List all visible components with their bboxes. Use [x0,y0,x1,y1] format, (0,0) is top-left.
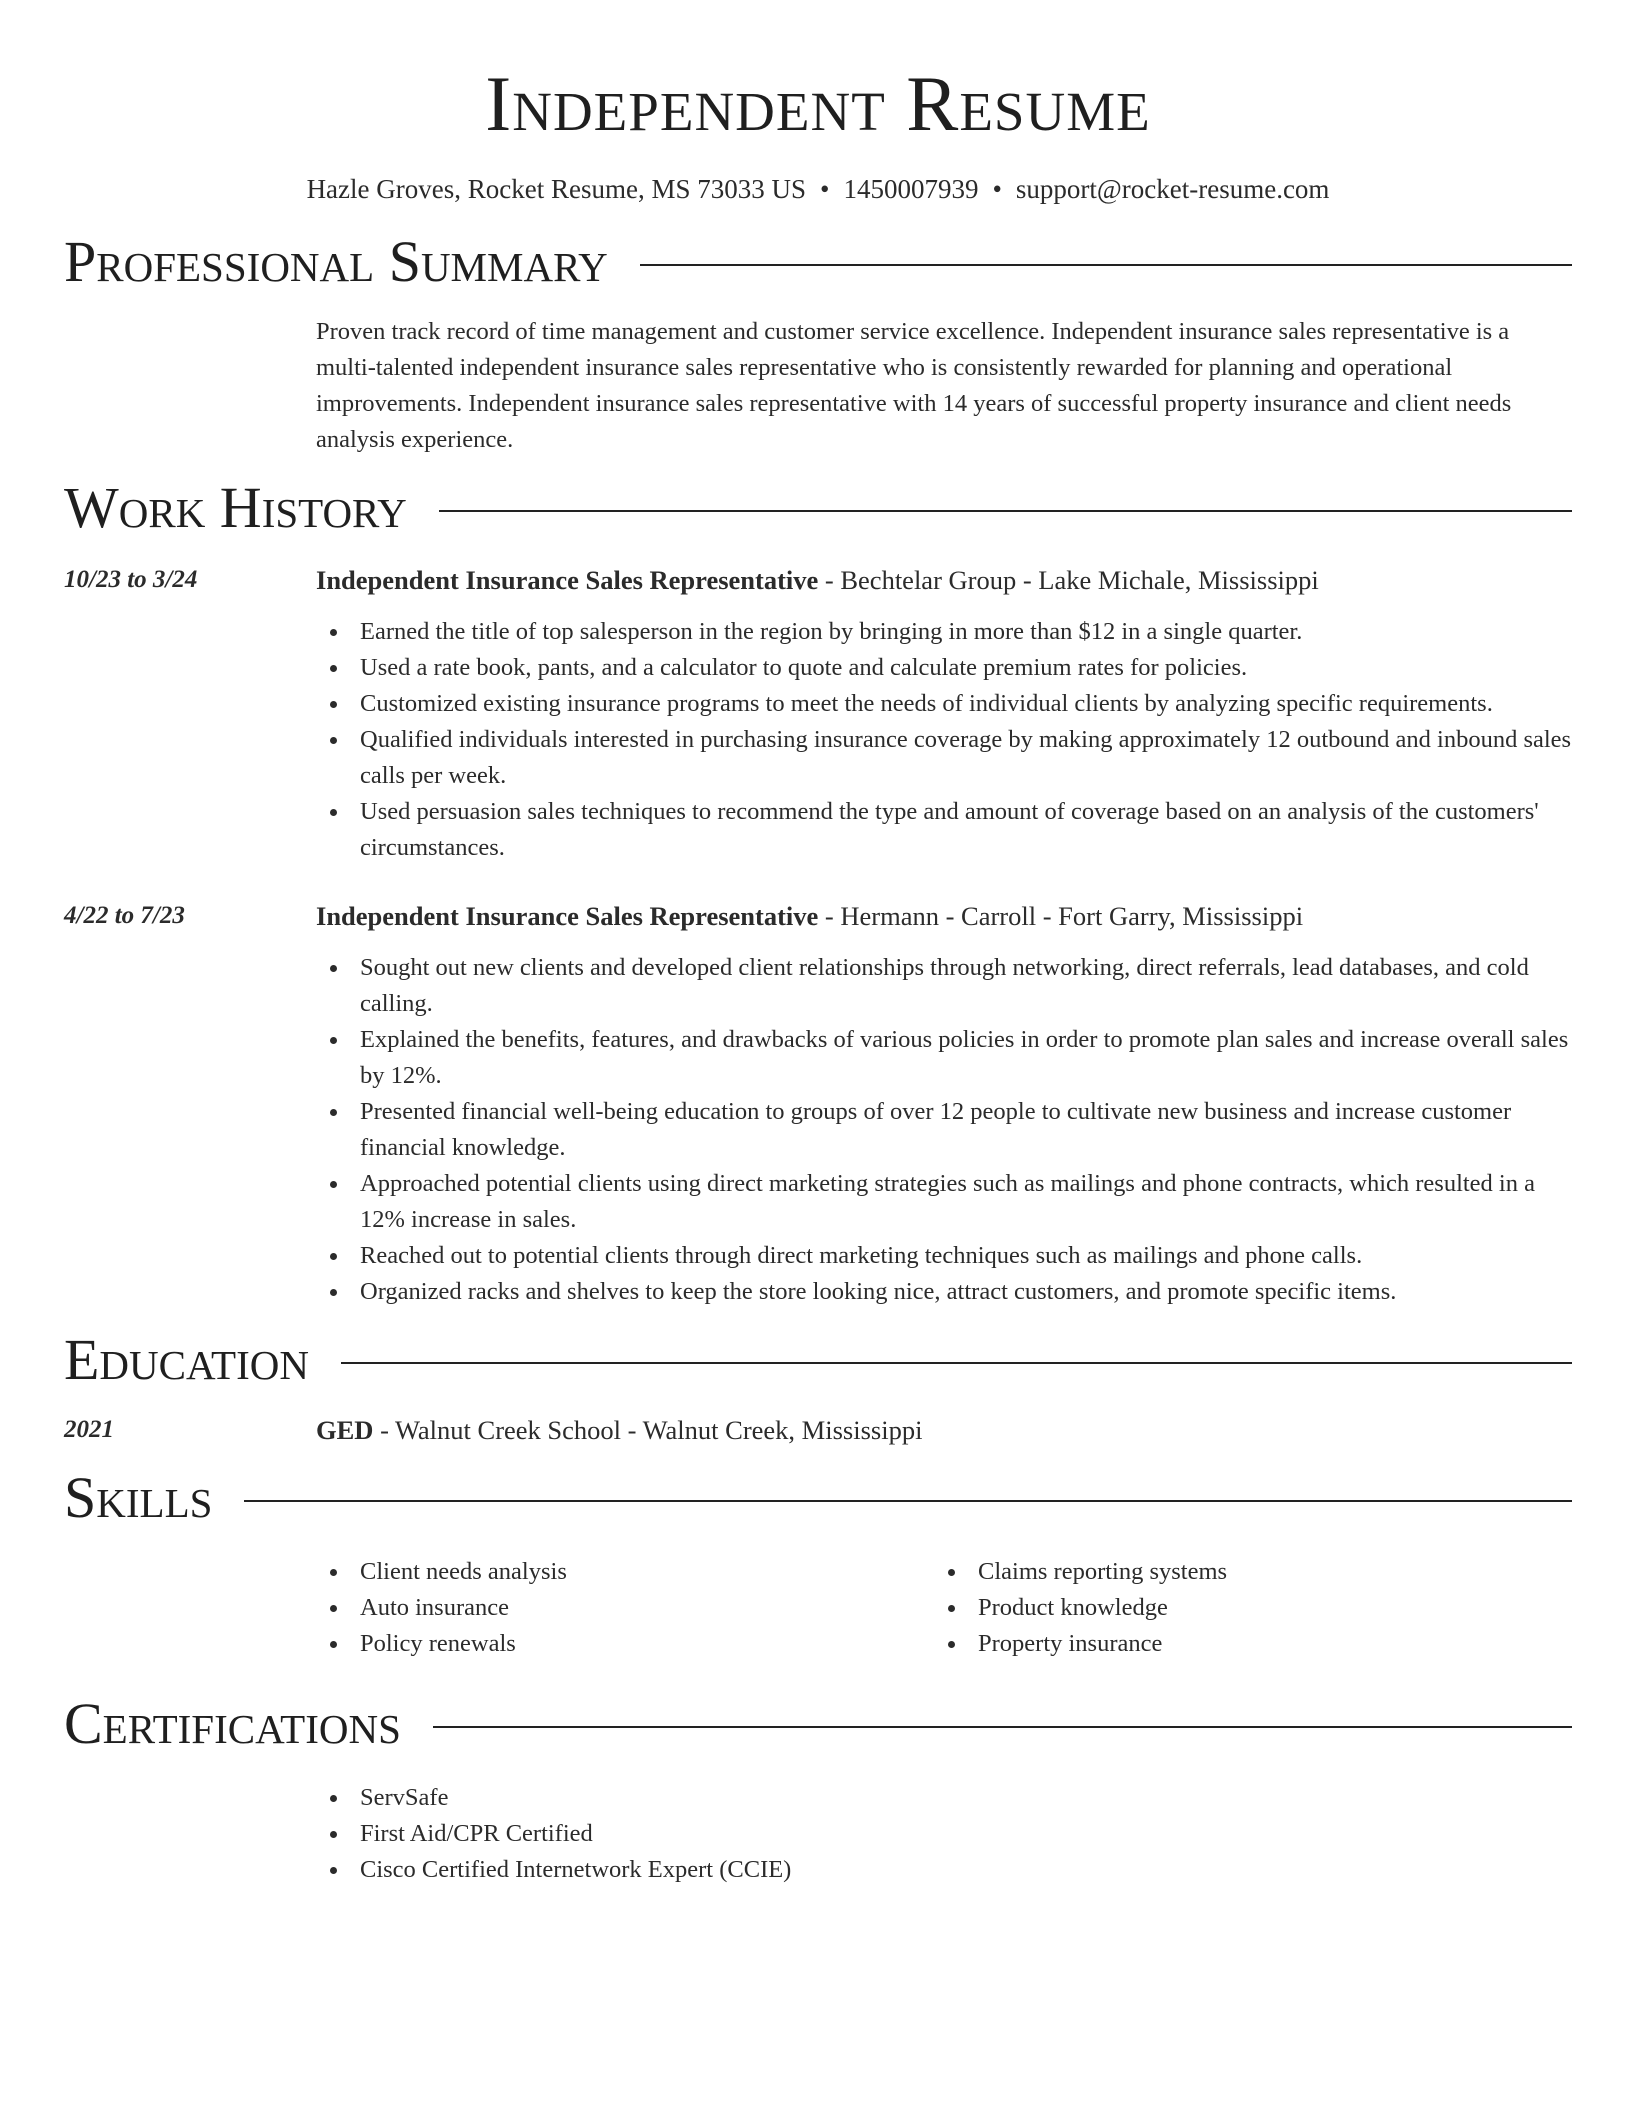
skills-column-left [316,1554,934,1662]
education-heading-line [316,1412,1572,1448]
skill-text: Property insurance [978,1630,1163,1657]
skills-section [64,1466,1572,1662]
job-details: - Bechtelar Group - Lake Michale, Mississippi [818,565,1319,595]
bullet-text: Used persuasion sales techniques to recommend the type and amount of coverage based on an analysis of the customers' circumstances. [360,798,1539,861]
bullet-dot [330,1867,337,1874]
certifications-list [316,1780,1572,1888]
bullet-dot [330,737,337,744]
skill-text: Policy renewals [360,1630,516,1657]
bullet-dot [948,1605,955,1612]
list-item [316,794,1572,866]
list-item [934,1590,1552,1626]
bullet-dot [330,665,337,672]
list-item [316,614,1572,650]
certification-text: ServSafe [360,1784,449,1811]
job-dates: 10/23 to 3/24 [64,566,198,593]
summary-text: Proven track record of time management and customer service excellence. Independent insurance sales representative is a multi-talented independent insurance sales representative who is consistently rewarded for planning and operational improvements. Independent insurance sales representative with 14 years of successful property insurance and client needs analysis experience. [316,318,1512,453]
bullet-text: Presented financial well-being education to groups of over 12 people to cultivate new business and increase customer financial knowledge. [360,1098,1512,1161]
list-item [316,1554,934,1590]
bullet-text: Explained the benefits, features, and drawbacks of various policies in order to promote plan sales and increase overall sales by 12%. [360,1026,1569,1089]
list-item [316,650,1572,686]
bullet-text: Sought out new clients and developed client relationships through networking, direct referrals, lead databases, and cold calling. [360,954,1529,1017]
section-divider [640,264,1572,266]
bullet-dot [330,809,337,816]
job-title: Independent Insurance Sales Representative [316,901,819,931]
work-history-section [64,476,1572,1310]
job-entry [64,562,1572,866]
education-section [64,1328,1572,1448]
certifications-section [64,1692,1572,1888]
certification-text: Cisco Certified Internetwork Expert (CCIE) [360,1856,792,1883]
skills-column-right [934,1554,1552,1662]
bullet-text: Earned the title of top salesperson in the region by bringing in more than $12 in a single quarter. [360,618,1303,645]
bullet-dot [330,1605,337,1612]
bullet-dot [330,1289,337,1296]
list-item [316,1626,934,1662]
certifications-header [64,1692,1572,1756]
certifications-heading: Certifications [64,1691,401,1756]
bullet-text: Used a rate book, pants, and a calculator to quote and calculate premium rates for policies. [360,654,1248,681]
section-divider [439,510,1572,512]
skills-heading: Skills [64,1465,213,1530]
education-header [64,1328,1572,1392]
section-divider [341,1362,1572,1364]
list-item [316,1852,1572,1888]
list-item [316,950,1572,1022]
job-entry [64,898,1572,1310]
resume-title: Independent Resume [485,60,1151,147]
bullet-dot [330,965,337,972]
section-divider [244,1500,1572,1502]
list-item [316,1238,1572,1274]
resume-page [64,0,1572,1888]
bullet-dot [330,1831,337,1838]
bullet-dot [330,1181,337,1188]
summary-section [64,230,1572,458]
skill-text: Product knowledge [978,1594,1168,1621]
job-heading [316,562,1572,598]
bullet-dot [330,701,337,708]
skill-text: Claims reporting systems [978,1558,1228,1585]
bullet-text: Approached potential clients using direct marketing strategies such as mailings and phone contracts, which resulted in a 12% increase in sales. [360,1170,1535,1233]
job-bullets [316,614,1572,866]
list-item [316,1590,934,1626]
contact-separator: • [992,174,1002,204]
list-item [316,1816,1572,1852]
bullet-dot [330,1795,337,1802]
education-date: 2021 [64,1416,114,1443]
job-details: - Hermann - Carroll - Fort Garry, Mississippi [818,901,1304,931]
job-bullets [316,950,1572,1310]
bullet-dot [330,1109,337,1116]
bullet-text: Reached out to potential clients through direct marketing techniques such as mailings and phone calls. [360,1242,1363,1269]
job-heading [316,898,1572,934]
skill-text: Client needs analysis [360,1558,567,1585]
list-item [316,1094,1572,1166]
bullet-dot [330,1253,337,1260]
list-item [316,1166,1572,1238]
contact-line [64,172,1572,206]
skill-text: Auto insurance [360,1594,509,1621]
skills-grid [316,1554,1572,1662]
bullet-dot [330,629,337,636]
work-history-heading: Work History [64,475,407,540]
education-entry [64,1412,1572,1448]
bullet-dot [330,1037,337,1044]
certification-text: First Aid/CPR Certified [360,1820,593,1847]
list-item [316,1274,1572,1310]
skills-header [64,1466,1572,1530]
bullet-dot [948,1641,955,1648]
job-dates: 4/22 to 7/23 [64,902,185,929]
bullet-text: Customized existing insurance programs to meet the needs of individual clients by analyzing specific requirements. [360,690,1493,717]
summary-heading: Professional Summary [64,229,608,294]
list-item [934,1626,1552,1662]
bullet-dot [948,1569,955,1576]
contact-separator: • [820,174,830,204]
summary-header [64,230,1572,294]
list-item [934,1554,1552,1590]
education-details: - Walnut Creek School - Walnut Creek, Mississippi [373,1415,923,1445]
bullet-text: Qualified individuals interested in purchasing insurance coverage by making approximately 12 outbound and inbound sales calls per week. [360,726,1572,789]
job-title: Independent Insurance Sales Representative [316,565,819,595]
section-divider [433,1726,1572,1728]
education-heading: Education [64,1327,309,1392]
education-degree: GED [316,1415,374,1445]
contact-email: support@rocket-resume.com [1015,174,1330,204]
contact-phone: 1450007939 [843,174,979,204]
list-item [316,1022,1572,1094]
bullet-dot [330,1569,337,1576]
list-item [316,686,1572,722]
bullet-dot [330,1641,337,1648]
contact-address: Hazle Groves, Rocket Resume, MS 73033 US [306,174,806,204]
list-item [316,1780,1572,1816]
bullet-text: Organized racks and shelves to keep the store looking nice, attract customers, and promote specific items. [360,1278,1397,1305]
work-history-header [64,476,1572,540]
list-item [316,722,1572,794]
